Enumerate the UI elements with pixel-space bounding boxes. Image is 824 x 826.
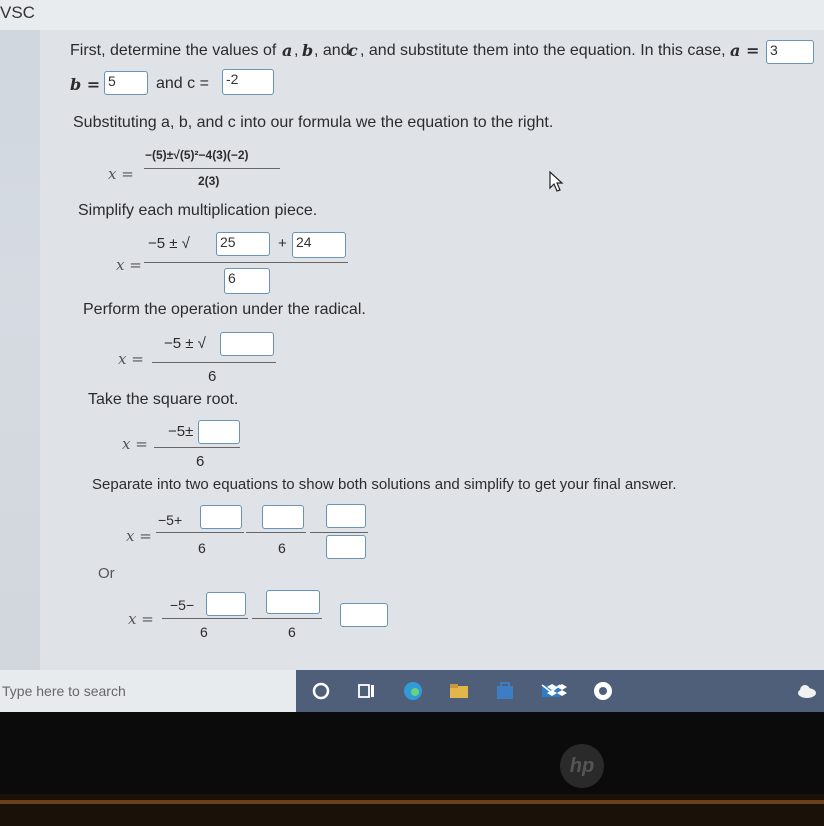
minus-numerator-input[interactable]: [266, 590, 320, 614]
taskbar-icons: [296, 670, 824, 712]
comma: ,: [294, 42, 299, 59]
edge-browser-icon[interactable]: [402, 680, 424, 702]
b-equals: b =: [70, 75, 101, 94]
minus-denominator-2: 6: [288, 624, 296, 640]
step5-text: Take the square root.: [88, 391, 239, 408]
radicand-part2-input[interactable]: 24: [292, 232, 346, 258]
bezel-edge: [0, 794, 824, 826]
cortana-icon[interactable]: [310, 680, 332, 702]
step2-text: Substituting a, b, and c into our formula we the equation to the right.: [73, 114, 554, 131]
fraction-bar: [310, 532, 368, 533]
step5-num-prefix: −5±: [168, 423, 194, 440]
plus-prefix: −5+: [158, 512, 183, 528]
plus-final-denominator-input[interactable]: [326, 535, 366, 559]
mouse-cursor-icon: [548, 170, 564, 194]
denominator-input[interactable]: 6: [224, 268, 270, 294]
taskbar: [0, 670, 824, 712]
step4-denominator: 6: [208, 368, 217, 385]
formula-denominator: 2(3): [198, 174, 220, 188]
plus-final-numerator-input[interactable]: [326, 504, 366, 528]
search-placeholder: Type here to search: [2, 683, 126, 699]
fraction-bar: [152, 362, 276, 363]
step1-text-a: First, determine the values of: [70, 42, 277, 59]
fraction-bar: [252, 618, 322, 619]
minus-root-input[interactable]: [206, 592, 246, 616]
lesson-content: [40, 30, 824, 670]
radicand-input[interactable]: [220, 332, 274, 356]
var-b: b: [302, 41, 314, 60]
fraction-bar: [144, 168, 280, 169]
plus-denominator: 6: [198, 540, 206, 556]
x-equals: x =: [108, 165, 134, 183]
step6-text: Separate into two equations to show both solutions and simplify to get your final answer.: [92, 476, 677, 493]
plus-sign: +: [278, 235, 287, 252]
minus-final-input[interactable]: [340, 603, 388, 627]
c-value-input[interactable]: -2: [222, 69, 274, 95]
plus-root-input[interactable]: [200, 505, 242, 529]
step3-num-prefix: −5 ± √: [148, 235, 190, 252]
step1-text-b: , and substitute them into the equation. In this case,: [360, 42, 726, 59]
plus-numerator-input[interactable]: [262, 505, 304, 529]
plus-denominator-2: 6: [278, 540, 286, 556]
app-title: VSC: [0, 3, 35, 22]
hp-logo: hp: [560, 744, 604, 788]
dropbox-icon[interactable]: [546, 680, 568, 702]
fraction-bar: [154, 447, 240, 448]
minus-denominator: 6: [200, 624, 208, 640]
fraction-bar: [162, 618, 248, 619]
and-label: , and: [314, 42, 350, 59]
taskbar-search[interactable]: [0, 670, 296, 712]
a-value-input[interactable]: 3: [766, 40, 814, 64]
x-equals: x =: [118, 350, 144, 368]
a-equals: a =: [730, 41, 760, 60]
x-equals: x =: [116, 256, 142, 274]
formula-numerator: −(5)±√(5)²−4(3)(−2): [145, 148, 249, 162]
and-c-label: and c =: [156, 75, 209, 92]
fraction-bar: [144, 262, 348, 263]
weather-cloud-icon[interactable]: [796, 680, 818, 702]
fraction-bar: [156, 532, 244, 533]
var-a: a: [282, 41, 293, 60]
x-equals: x =: [122, 435, 148, 453]
step4-num-prefix: −5 ± √: [164, 335, 206, 352]
step3-text: Simplify each multiplication piece.: [78, 202, 318, 219]
laptop-bezel: [0, 712, 824, 826]
fraction-bar: [246, 532, 306, 533]
square-root-input[interactable]: [198, 420, 240, 444]
var-c: c: [348, 41, 358, 60]
file-explorer-icon[interactable]: [448, 680, 470, 702]
or-label: Or: [98, 565, 115, 582]
b-value-input[interactable]: 5: [104, 71, 148, 95]
step4-text: Perform the operation under the radical.: [83, 301, 366, 318]
chrome-icon[interactable]: [592, 680, 614, 702]
title-bar: [0, 0, 824, 30]
radicand-part1-input[interactable]: 25: [216, 232, 270, 256]
step5-denominator: 6: [196, 453, 205, 470]
x-equals: x =: [126, 527, 152, 545]
task-view-icon[interactable]: [356, 680, 378, 702]
x-equals: x =: [128, 610, 154, 628]
store-icon[interactable]: [494, 680, 516, 702]
minus-prefix: −5−: [170, 597, 195, 613]
